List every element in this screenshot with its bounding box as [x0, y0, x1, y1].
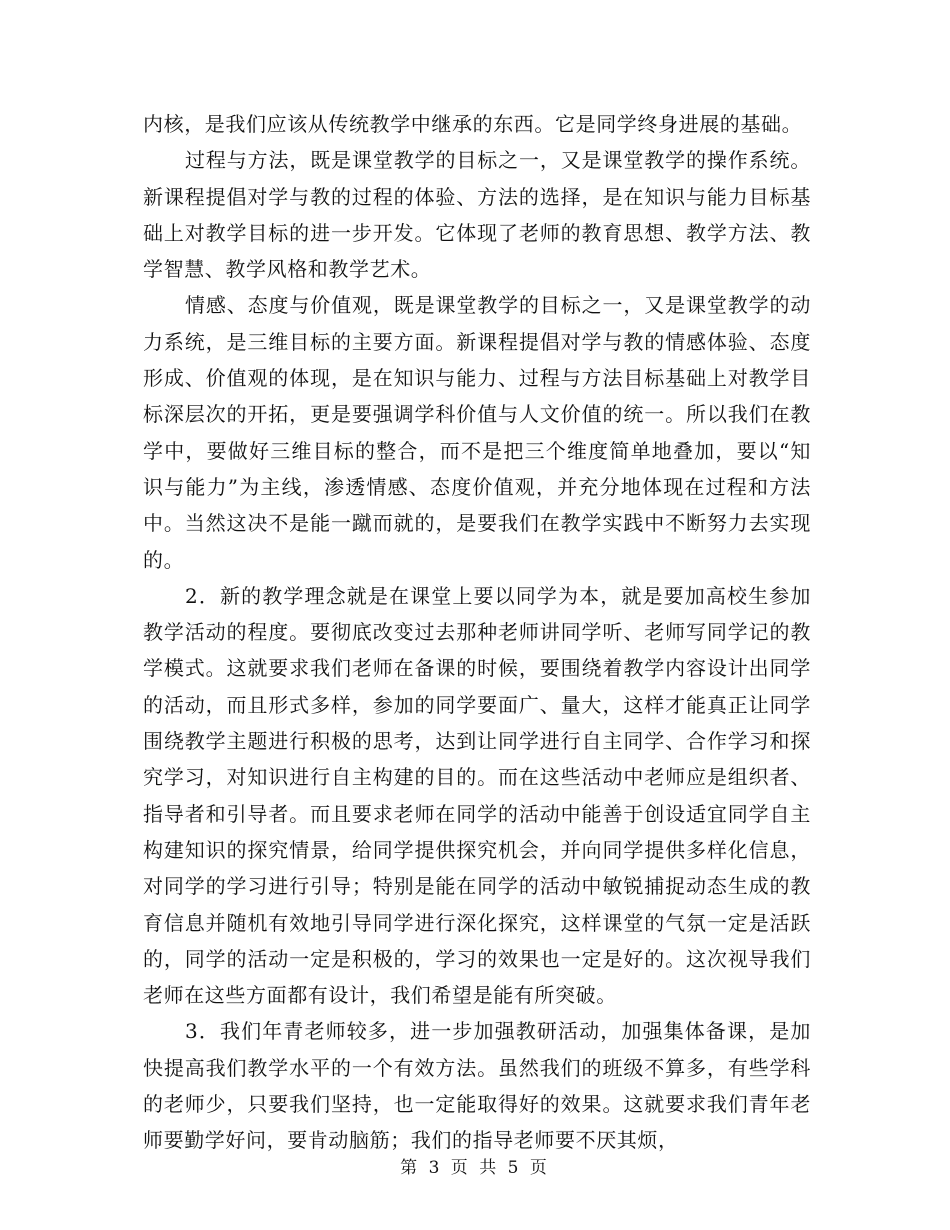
paragraph-2: 过程与方法，既是课堂教学的目标之一，又是课堂教学的操作系统。新课程提倡对学与教的过程的体验、方法的选择，是在知识与能力目标基础上对教学目标的进一步开发。它体现了老师的教育思想、教学方法、教学智慧、教学风格和教学艺术。 [143, 148, 811, 282]
page-number-footer: 第 3 页 共 5 页 [400, 1158, 550, 1178]
paragraph-5: 3．我们年青老师较多，进一步加强教研活动，加强集体备课，是加快提高我们教学水平的一个有效方法。虽然我们的班级不算多，有些学科的老师少，只要我们坚持，也一定能取得好的效果。这就要求我们青年老师要勤学好问，要肯动脑筋；我们的指导老师要不厌其烦， [143, 1019, 811, 1153]
paragraph-1: 内核，是我们应该从传统教学中继承的东西。它是同学终身进展的基础。 [143, 112, 803, 136]
paragraph-4: 2．新的教学理念就是在课堂上要以同学为本，就是要加高校生参加教学活动的程度。要彻底改变过去那种老师讲同学听、老师写同学记的教学模式。这就要求我们老师在备课的时候，要围绕着教学内容设计出同学的活动，而且形式多样，参加的同学要面广、量大，这样才能真正让同学围绕教学主题进行积极的思考，达到让同学进行自主同学、合作学习和探究学习，对知识进行自主构建的目的。而在这些活动中老师应是组织者、指导者和引导者。而且要求老师在同学的活动中能善于创设适宜同学自主构建知识的探究情景，给同学提供探究机会，并向同学提供多样化信息，对同学的学习进行引导；特别是能在同学的活动中敏锐捕捉动态生成的教育信息并随机有效地引导同学进行深化探究，这样课堂的气氛一定是活跃的，同学的活动一定是积极的，学习的效果也一定是好的。这次视导我们老师在这些方面都有设计，我们希望是能有所突破。 [143, 583, 811, 1008]
document-body [143, 106, 811, 1159]
paragraph-3: 情感、态度与价值观，既是课堂教学的目标之一，又是课堂教学的动力系统，是三维目标的主要方面。新课程提倡对学与教的情感体验、态度形成、价值观的体现，是在知识与能力、过程与方法目标基础上对教学目标深层次的开拓，更是要强调学科价值与人文价值的统一。所以我们在教学中，要做好三维目标的整合，而不是把三个维度简单地叠加，要以“知识与能力”为主线，渗透情感、态度价值观，并充分地体现在过程和方法中。当然这决不是能一蹴而就的，是要我们在教学实践中不断努力去实现的。 [143, 293, 811, 572]
